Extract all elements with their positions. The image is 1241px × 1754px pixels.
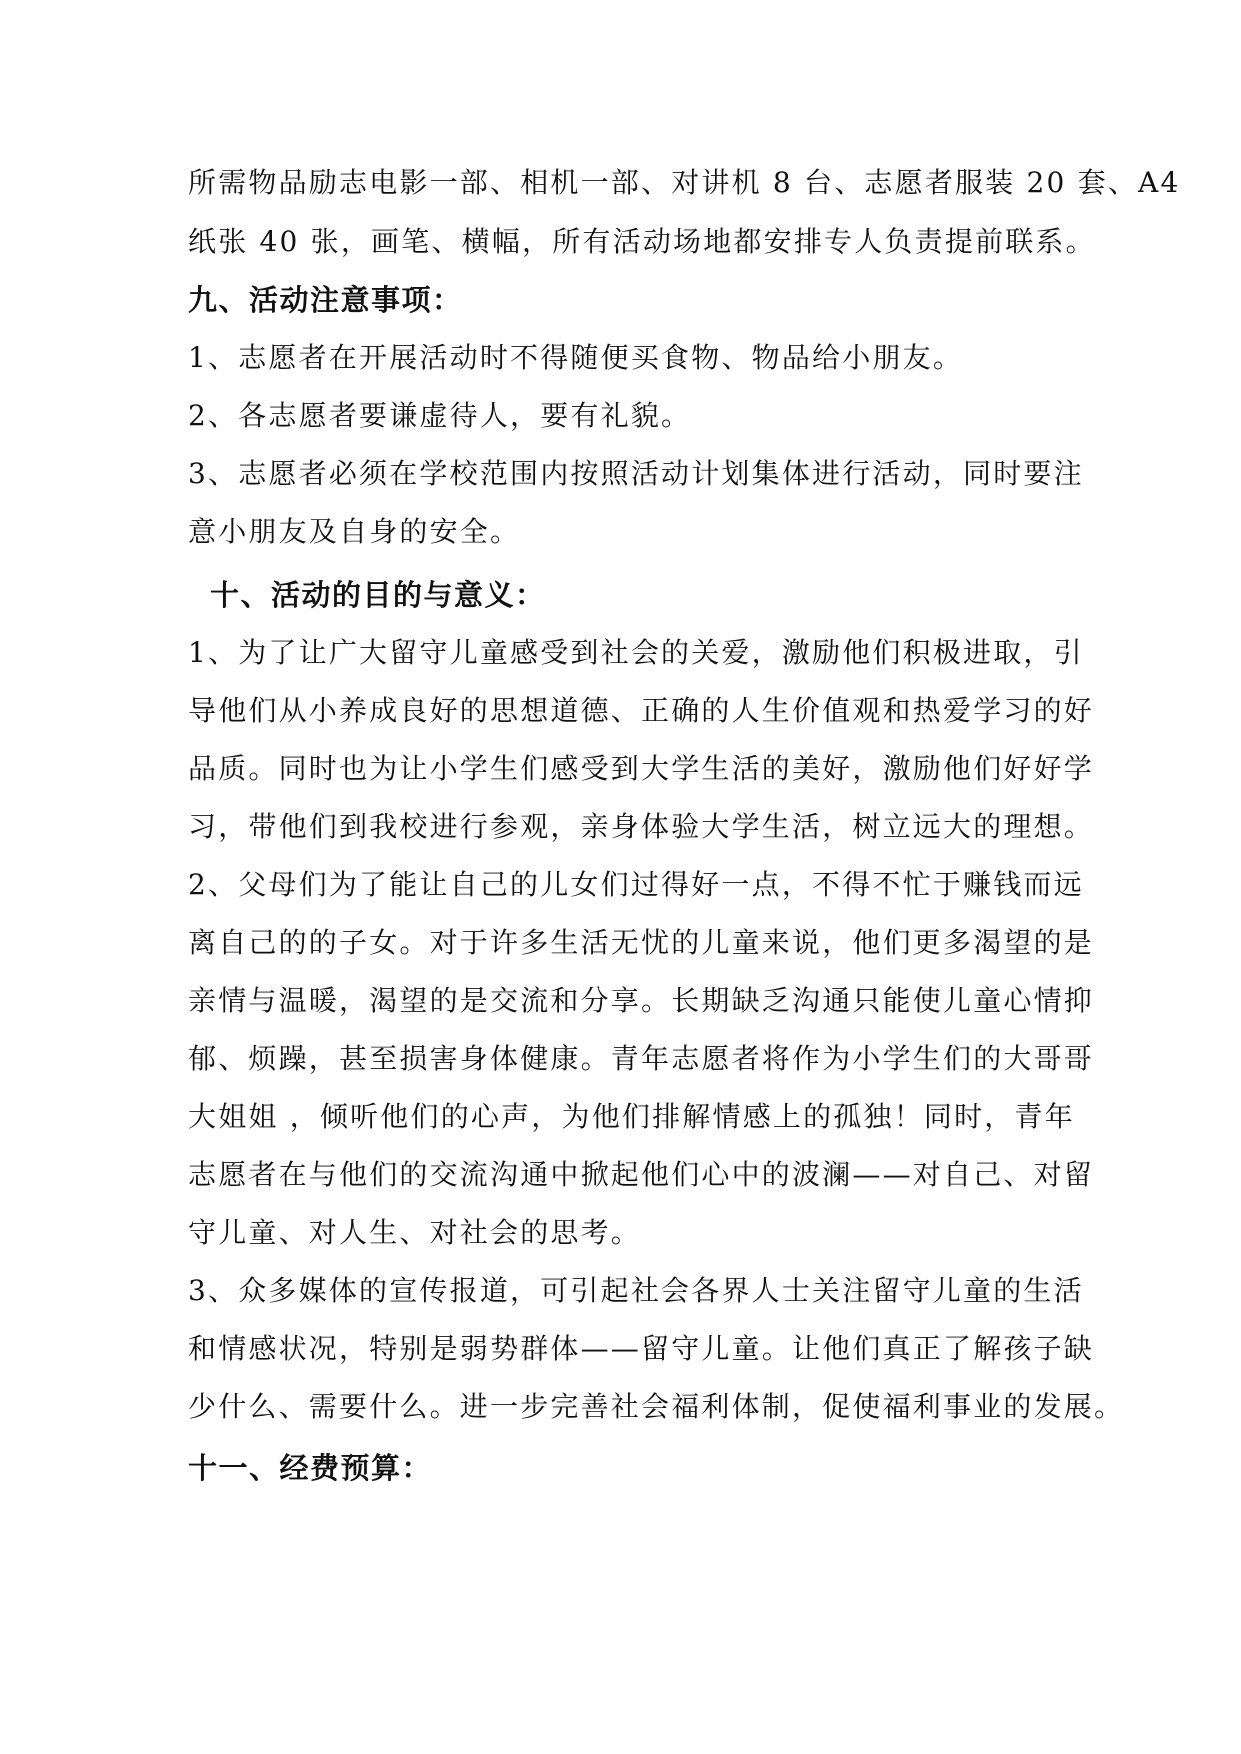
section-9-line-3: 3、志愿者必须在学校范围内按照活动计划集体进行活动，同时要注 — [188, 457, 1084, 490]
section-10-line-3: 品质。同时也为让小学生们感受到大学生活的美好，激励他们好好学 — [188, 752, 1095, 785]
section-10-line-2: 导他们从小养成良好的思想道德、正确的人生价值观和热爱学习的好 — [188, 694, 1095, 727]
section-10-line-7: 亲情与温暖，渴望的是交流和分享。长期缺乏沟通只能使儿童心情抑 — [188, 984, 1095, 1017]
section-10-line-8: 郁、烦躁，甚至损害身体健康。青年志愿者将作为小学生们的大哥哥 — [188, 1042, 1095, 1075]
section-10-line-14: 少什么、需要什么。进一步完善社会福利体制，促使福利事业的发展。 — [188, 1390, 1125, 1423]
section-10-line-9: 大姐姐 ，倾听他们的心声，为他们排解情感上的孤独！同时，青年 — [188, 1100, 1075, 1133]
section-10-line-5: 2、父母们为了能让自己的儿女们过得好一点，不得不忙于赚钱而远 — [188, 868, 1084, 901]
section-10-line-12: 3、众多媒体的宣传报道，可引起社会各界人士关注留守儿童的生活 — [188, 1274, 1084, 1307]
intro-line-2: 纸张 40 张，画笔、横幅，所有活动场地都安排专人负责提前联系。 — [188, 225, 1096, 258]
section-11-heading: 十一、经费预算： — [188, 1451, 433, 1485]
section-10-line-1: 1、为了让广大留守儿童感受到社会的关爱，激励他们积极进取，引 — [188, 636, 1084, 669]
section-9-line-4: 意小朋友及自身的安全。 — [188, 515, 521, 548]
section-10-line-11: 守儿童、对人生、对社会的思考。 — [188, 1216, 642, 1249]
section-10-line-10: 志愿者在与他们的交流沟通中掀起他们心中的波澜——对自己、对留 — [188, 1158, 1095, 1191]
intro-line-1: 所需物品励志电影一部、相机一部、对讲机 8 台、志愿者服装 20 套、A4 — [188, 166, 1181, 199]
section-10-line-4: 习，带他们到我校进行参观，亲身体验大学生活，树立远大的理想。 — [188, 810, 1095, 843]
section-10-heading: 十、活动的目的与意义： — [210, 578, 546, 612]
section-10-line-6: 离自己的的子女。对于许多生活无忧的儿童来说，他们更多渴望的是 — [188, 926, 1095, 959]
section-10-line-13: 和情感状况，特别是弱势群体——留守儿童。让他们真正了解孩子缺 — [188, 1332, 1095, 1365]
section-9-line-1: 1、志愿者在开展活动时不得随便买食物、物品给小朋友。 — [188, 341, 964, 374]
section-9-line-2: 2、各志愿者要谦虚待人，要有礼貌。 — [188, 399, 692, 432]
section-9-heading: 九、活动注意事项： — [188, 283, 463, 317]
